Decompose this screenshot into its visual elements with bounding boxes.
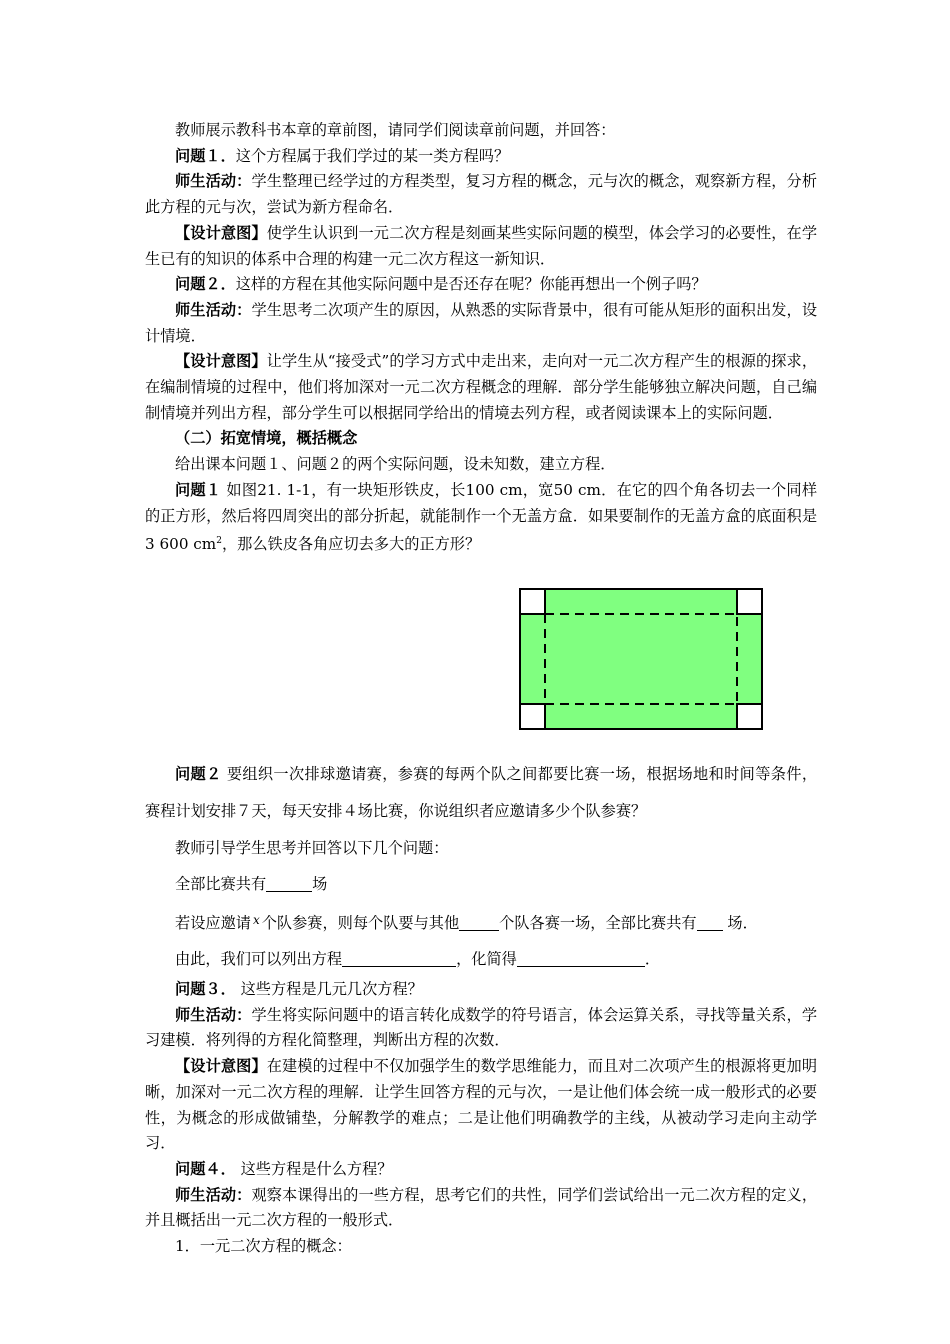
sheet-diagram (519, 588, 765, 732)
question-label: 问题３． (175, 980, 236, 999)
question-4: 问题４． 这些方程是什么方程？ (175, 1159, 393, 1178)
corner-square-br (737, 704, 762, 729)
activity-label: 师生活动： (175, 1005, 252, 1024)
corner-square-tl (520, 589, 545, 614)
answer-blank[interactable] (459, 914, 499, 931)
activity-1: 师生活动：学生整理已经学过的方程类型，复习方程的概念，元与次的概念，观察新方程，分析此方程的元与次，尝试为新方程命名． (145, 172, 818, 217)
question-label: 问题２． (175, 275, 236, 294)
answer-blank[interactable] (697, 914, 723, 931)
paragraph-intro: 教师展示教科书本章的章前图，请同学们阅读章前问题，并回答： (175, 121, 616, 139)
design-intent-2: 【设计意图】让学生从“接受式”的学习方式中走出来，走向对一元二次方程产生的根源的探求，在编制情境的过程中，他们将加深对一元二次方程概念的理解．部分学生能够独立解决问题，自己编制情境并列出方程，部分学生可以根据同学给出的情境去列方程，或者阅读课本上的实际问题． (145, 352, 818, 422)
problem-label: 问题１ (175, 480, 222, 499)
intent-label: 【设计意图】 (175, 1057, 267, 1076)
total-matches-line: 全部比赛共有 场 (175, 875, 328, 894)
problem-2: 问题２ 要组织一次排球邀请赛，参赛的每两个队之间都要比赛一场，根据场地和时间等条件，赛程计划安排７天，每天安排４场比赛，你说组织者应邀请多少个队参赛？ (145, 765, 818, 821)
question-label: 问题４． (175, 1159, 236, 1178)
answer-blank[interactable] (266, 875, 312, 892)
corner-square-tr (737, 589, 762, 614)
paragraph-instructions: 给出课本问题１、问题２的两个实际问题，设未知数，建立方程． (175, 455, 616, 474)
section-heading: （二）拓宽情境，概括概念 (175, 429, 358, 448)
question-2: 问题２．这样的方程在其他实际问题中是否还存在呢？你能再想出一个例子吗？ (175, 275, 707, 294)
question-label: 问题１． (175, 146, 236, 165)
activity-3: 师生活动：学生将实际问题中的语言转化成数学的符号语言，体会运算关系，寻找等量关系，学习建模．将列得的方程化简整理，判断出方程的次数． (145, 1005, 818, 1050)
equation-line: 由此，我们可以列出方程 ，化简得 ． (175, 950, 660, 969)
activity-label: 师生活动： (175, 300, 252, 319)
guide-text: 教师引导学生思考并回答以下几个问题： (175, 839, 449, 858)
design-intent-1: 【设计意图】使学生认识到一元二次方程是刻画某些实际问题的模型，体会学习的必要性，在学生已有的知识的体系中合理的构建一元二次方程这一新知识． (145, 223, 818, 268)
activity-label: 师生活动： (175, 172, 252, 191)
question-3: 问题３． 这些方程是几元几次方程？ (175, 980, 423, 999)
simplified-blank[interactable] (517, 950, 645, 967)
design-intent-3: 【设计意图】在建模的过程中不仅加强学生的数学思维能力，而且对二次项产生的根源将更加明晰，加深对一元二次方程的理解．让学生回答方程的元与次，一是让他们体会统一成一般形式的必要性，为概念的形成做铺垫，分解教学的难点；二是让他们明确教学的主线，从被动学习走向主动学习． (145, 1057, 818, 1153)
assume-line: 若设应邀请 $^x$ 个队参赛，则每个队要与其他 个队各赛一场，全部比赛共有 场． (175, 913, 758, 933)
intent-label: 【设计意图】 (175, 352, 267, 371)
document-page (145, 118, 817, 1260)
activity-label: 师生活动： (175, 1185, 252, 1204)
problem-1: 问题１ 如图21. 1-1，有一块矩形铁皮，长100 cm，宽50 cm．在它的四个角各切去一个同样的正方形，然后将四周突出的部分折起，就能制作一个无盖方盒．如果要制作的无盖方盒的底面积是3 600 $cm^2$，那么铁皮各角应切去多大的正方形？ (145, 480, 818, 554)
metal-sheet (520, 589, 762, 729)
problem-label: 问题２ (175, 765, 222, 784)
question-1: 问题１．这个方程属于我们学过的某一类方程吗？ (175, 146, 510, 165)
corner-square-bl (520, 704, 545, 729)
list-item-1: 1．一元二次方程的概念： (175, 1237, 352, 1256)
activity-4: 师生活动：观察本课得出的一些方程，思考它们的共性，同学们尝试给出一元二次方程的定义，并且概括出一元二次方程的一般形式． (145, 1185, 818, 1230)
equation-blank[interactable] (342, 950, 456, 967)
intent-label: 【设计意图】 (175, 223, 267, 242)
activity-2: 师生活动：学生思考二次项产生的原因，从熟悉的实际背景中，很有可能从矩形的面积出发，设计情境． (145, 300, 818, 345)
